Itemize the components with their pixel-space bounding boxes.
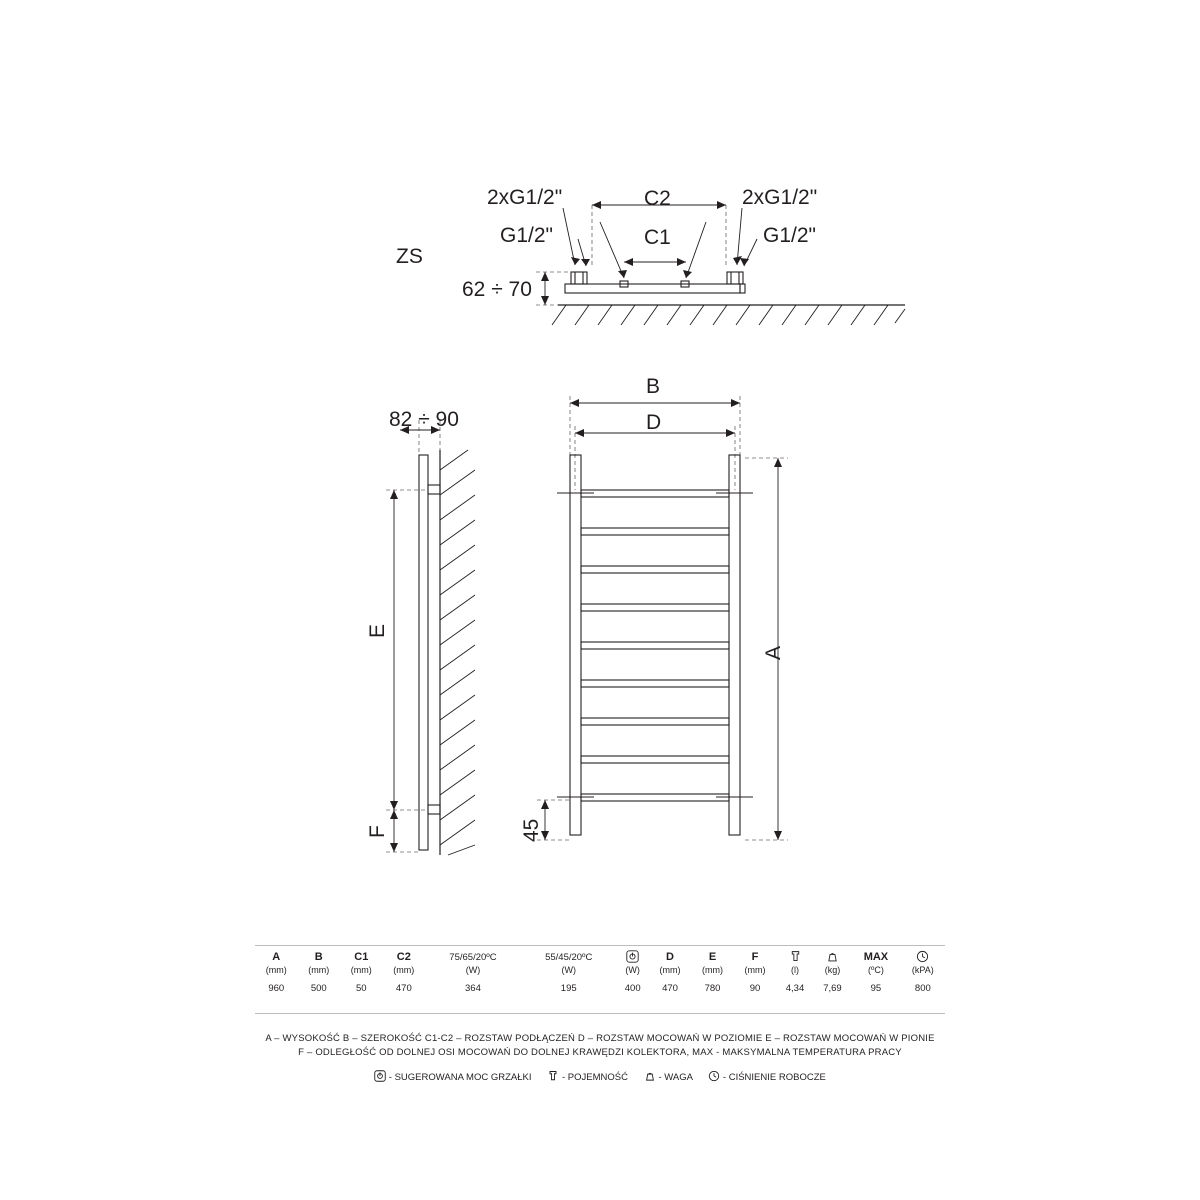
- volume-icon: [789, 950, 802, 963]
- th-c1: C1: [354, 951, 369, 963]
- unit-pressure: (kPA): [911, 965, 934, 975]
- table-unit-row: [255, 965, 945, 978]
- val-d: 470: [662, 983, 678, 994]
- th-volume-icon: [776, 950, 813, 965]
- th-weight-icon: [814, 950, 851, 965]
- unit-output-55: (W): [561, 965, 576, 975]
- spec-table: [255, 950, 945, 994]
- unit-c2: (mm): [393, 965, 415, 975]
- th-e: E: [708, 951, 717, 963]
- table-top-rule: [255, 945, 945, 946]
- label-g12-left: G1/2": [500, 224, 553, 247]
- val-a: 960: [268, 983, 285, 994]
- unit-f: (mm): [744, 965, 766, 975]
- label-width-range: 82 ÷ 90: [389, 408, 459, 431]
- label-45: 45: [520, 818, 543, 842]
- th-d: D: [666, 951, 674, 963]
- table-bottom-rule: [255, 1013, 945, 1014]
- val-e: 780: [704, 983, 721, 994]
- pressure-icon: [916, 950, 929, 963]
- th-b: B: [314, 951, 323, 963]
- label-2xg12-right: 2xG1/2": [742, 186, 818, 209]
- val-output-75: 364: [465, 983, 481, 994]
- power-icon: [626, 950, 639, 963]
- unit-b: (mm): [308, 965, 330, 975]
- val-f: 90: [749, 983, 761, 994]
- legend-pressure-label: - CIŚNIENIE ROBOCZE: [722, 1072, 826, 1083]
- val-output-55: 195: [560, 983, 577, 994]
- label-b: B: [646, 375, 661, 398]
- unit-e: (mm): [702, 965, 723, 975]
- unit-output-75: (W): [465, 965, 481, 975]
- label-f: F: [366, 825, 389, 838]
- pressure-icon-legend: [708, 1070, 720, 1082]
- legend-line-1: A – WYSOKOŚĆ B – SZEROKOŚĆ C1-C2 – ROZSTAW PODŁĄCZEŃ D – ROZSTAW MOCOWAŃ W POZIOMIE E – ROZSTAW MOCOWAŃ W PIONIE: [265, 1033, 935, 1044]
- label-depth-range: 62 ÷ 70: [462, 278, 532, 301]
- table-header-row: [255, 950, 945, 965]
- legend-power-label: - SUGEROWANA MOC GRZAŁKI: [388, 1072, 532, 1083]
- unit-a: (mm): [265, 965, 287, 975]
- label-c2: C2: [644, 187, 671, 210]
- weight-icon: [826, 950, 839, 963]
- unit-weight: (kg): [824, 965, 841, 975]
- unit-c1: (mm): [350, 965, 372, 975]
- volume-icon-legend: [547, 1070, 559, 1082]
- weight-icon-legend: [644, 1070, 656, 1082]
- th-c2: C2: [396, 951, 411, 963]
- power-icon-legend: [374, 1070, 386, 1082]
- val-c1: 50: [356, 983, 367, 994]
- label-2xg12-left: 2xG1/2": [487, 186, 563, 209]
- legend-icons-row: [0, 1070, 1200, 1083]
- val-volume: 4,34: [785, 983, 805, 994]
- unit-d: (mm): [659, 965, 681, 975]
- val-c2: 470: [395, 983, 412, 994]
- val-power: 400: [624, 983, 641, 994]
- legend-line-2: F – ODLEGŁOŚĆ OD DOLNEJ OSI MOCOWAŃ DO DOLNEJ KRAWĘDZI KOLEKTORA, MAX - MAKSYMALNA TEMPERATURA PRACY: [298, 1047, 902, 1058]
- th-output-75: 75/65/20ºC: [449, 951, 497, 963]
- val-b: 500: [310, 983, 327, 994]
- unit-power: (W): [625, 965, 640, 975]
- unit-volume: (l): [791, 965, 799, 975]
- val-max: 95: [870, 983, 882, 994]
- val-pressure: 800: [914, 983, 931, 994]
- th-a: A: [272, 951, 281, 963]
- th-power-icon: [617, 950, 649, 965]
- label-a: A: [762, 645, 785, 660]
- label-g12-right: G1/2": [763, 224, 816, 247]
- label-e: E: [366, 623, 389, 638]
- th-f: F: [751, 951, 759, 963]
- label-d: D: [646, 411, 662, 434]
- val-weight: 7,69: [823, 983, 842, 994]
- th-output-55: 55/45/20ºC: [545, 951, 593, 963]
- th-pressure-icon: [901, 950, 945, 965]
- label-c1: C1: [644, 226, 671, 249]
- legend-volume-label: - POJEMNOŚĆ: [561, 1072, 628, 1083]
- unit-max: (ºC): [868, 965, 884, 975]
- legend-weight-label: - WAGA: [658, 1072, 693, 1083]
- th-max: MAX: [863, 951, 889, 963]
- table-value-row: [255, 978, 945, 994]
- label-zs: ZS: [396, 245, 423, 268]
